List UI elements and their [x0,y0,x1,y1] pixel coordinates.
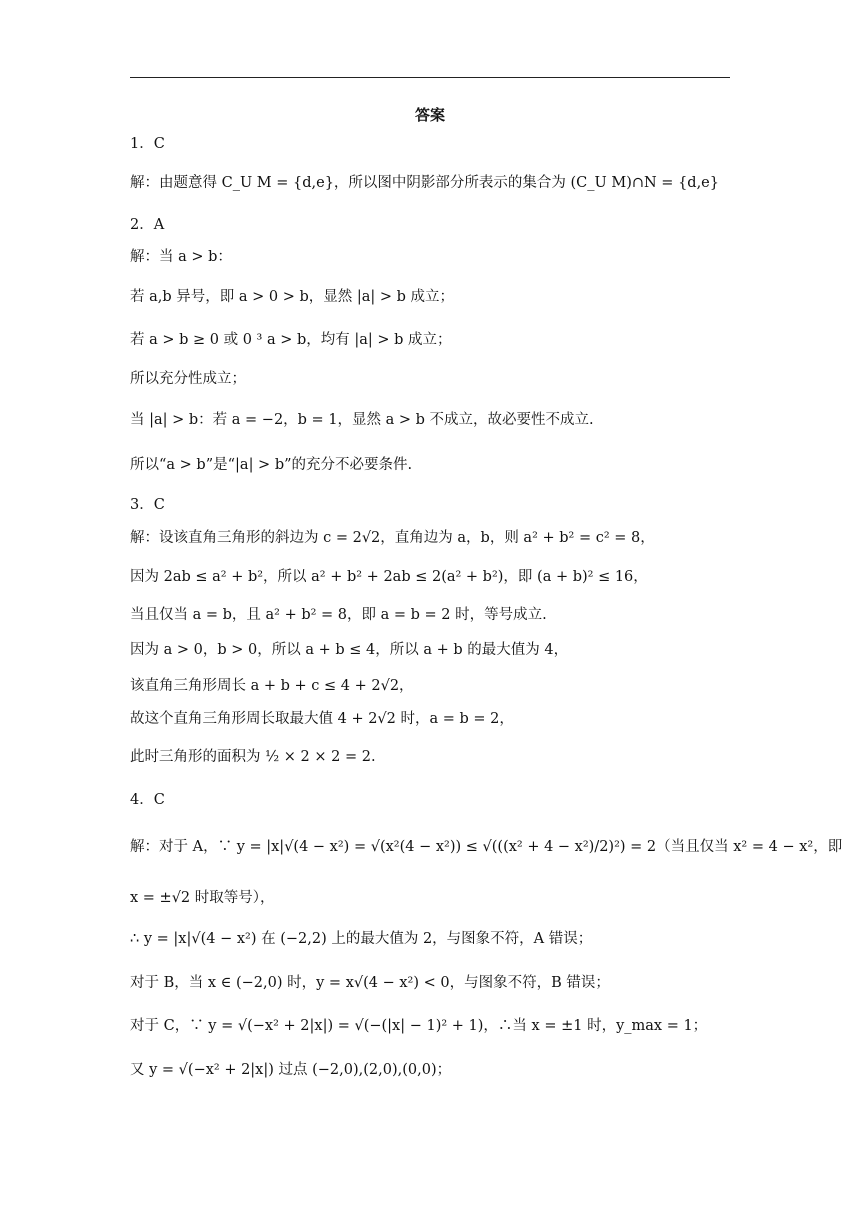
solution-line: 解：当 a > b： [130,249,232,265]
solution-line: 因为 a > 0，b > 0，所以 a + b ≤ 4，所以 a + b 的最大值为 4， [130,642,569,658]
header-rule [130,77,730,78]
solution-line: 所以充分性成立； [130,371,246,387]
solution-line: ∴ y = |x|√(4 − x²) 在 (−2,2) 上的最大值为 2，与图象不符，A 错误； [130,931,593,947]
page-title: 答案 [414,106,445,124]
solution-line: x = ±√2 时取等号）， [130,890,275,906]
solution-line: 又 y = √(−x² + 2|x|) 过点 (−2,0),(2,0),(0,0)； [130,1062,452,1078]
solution-line: 当且仅当 a = b，且 a² + b² = 8，即 a = b = 2 时，等号成立. [130,607,547,623]
solution-line: 该直角三角形周长 a + b + c ≤ 4 + 2√2， [130,678,414,694]
solution-line: 解：由题意得 C_U M = {d,e}，所以图中阴影部分所表示的集合为 (C_U M)∩N = {d,e} [130,175,719,191]
solution-line: 解：设该直角三角形的斜边为 c = 2√2，直角边为 a，b，则 a² + b² = c² = 8， [130,530,655,546]
solution-line: 所以“a > b”是“|a| > b”的充分不必要条件. [130,457,413,473]
answer-3: 3．C [130,497,165,513]
solution-line: 此时三角形的面积为 ½ × 2 × 2 = 2. [130,749,376,765]
solution-line: 故这个直角三角形周长取最大值 4 + 2√2 时，a = b = 2， [130,711,514,727]
answer-4: 4．C [130,792,165,808]
answer-2: 2．A [130,217,165,233]
solution-line: 对于 B，当 x ∈ (−2,0) 时，y = x√(4 − x²) < 0，与图象不符，B 错误； [130,975,610,991]
solution-line: 当 |a| > b：若 a = −2，b = 1，显然 a > b 不成立，故必要性不成立. [130,412,594,428]
solution-line: 因为 2ab ≤ a² + b²，所以 a² + b² + 2ab ≤ 2(a² + b²)，即 (a + b)² ≤ 16， [130,569,648,585]
solution-line: 解：对于 A，∵ y = |x|√(4 − x²) = √(x²(4 − x²)) ≤ √(((x² + 4 − x²)/2)²) = 2（当且仅当 x² = 4 − x²，即 [130,839,843,855]
solution-line: 若 a,b 异号，即 a > 0 > b，显然 |a| > b 成立； [130,289,455,305]
solution-line: 对于 C，∵ y = √(−x² + 2|x|) = √(−(|x| − 1)² + 1)，∴当 x = ±1 时，y_max = 1； [130,1018,708,1034]
solution-line: 若 a > b ≥ 0 或 0 ³ a > b，均有 |a| > b 成立； [130,332,452,348]
answer-1: 1．C [130,136,165,152]
